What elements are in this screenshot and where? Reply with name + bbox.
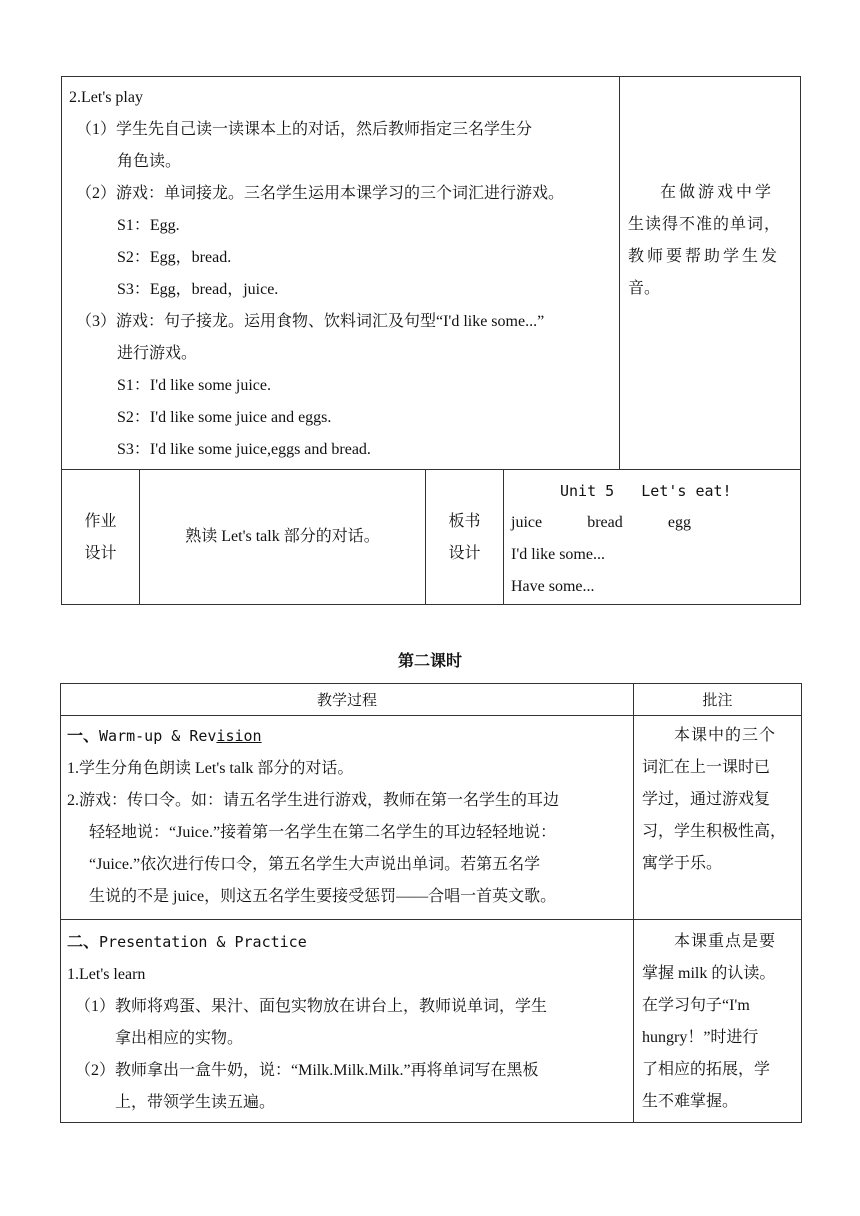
play-line: （2）游戏：单词接龙。三名学生运用本课学习的三个词汇进行游戏。 — [76, 185, 565, 202]
board-title: Unit 5 Let's eat! — [560, 482, 732, 500]
note-line: 生读得不准的单词， — [628, 216, 782, 233]
play-line: （3）游戏：句子接龙。运用食物、饮料词汇及句型“I'd like some...” — [76, 313, 545, 330]
play-line: S2：Egg，bread. — [117, 249, 232, 266]
play-activity-cell — [62, 77, 620, 470]
warmup-title-text-underlined: ision — [216, 727, 262, 745]
warmup-line: 1.学生分角色朗读 Let's talk 部分的对话。 — [67, 760, 354, 777]
note-line: 本课重点是要 — [674, 933, 777, 950]
presentation-title — [67, 926, 633, 959]
board-word: egg — [667, 514, 691, 531]
warmup-note-cell — [634, 716, 802, 920]
board-words — [511, 507, 691, 539]
board-line: I'd like some... — [511, 546, 605, 563]
presentation-line: （2）教师拿出一盒牛奶，说：“Milk.Milk.Milk.”再将单词写在黑板 — [75, 1062, 539, 1079]
note-line: 音。 — [628, 280, 661, 297]
board-word: juice — [511, 514, 543, 531]
board-label: 设计 — [448, 543, 481, 562]
header-process: 教学过程 — [61, 684, 634, 716]
presentation-line: 上，带领学生读五遍。 — [115, 1094, 276, 1111]
play-line: S3：Egg，bread，juice. — [117, 281, 279, 298]
board-label-cell — [426, 470, 504, 605]
note-line: 教师要帮助学生发 — [628, 248, 781, 265]
warmup-line: 轻轻地说：“Juice.”接着第一名学生在第二名学生的耳边轻轻地说： — [89, 824, 557, 841]
warmup-line: “Juice.”依次进行传口令，第五名学生大声说出单词。若第五名学 — [89, 856, 541, 873]
play-line: S3：I'd like some juice,eggs and bread. — [117, 441, 371, 458]
note-line: hungry！”时进行 — [642, 1029, 759, 1046]
note-line: 本课中的三个 — [674, 727, 777, 744]
homework-label-cell — [62, 470, 140, 605]
play-line: 角色读。 — [117, 153, 182, 170]
board-word: bread — [587, 514, 623, 531]
note-line: 寓学于乐。 — [642, 855, 723, 872]
homework-label: 设计 — [84, 543, 117, 562]
note-line: 在学习句子“I'm — [642, 997, 750, 1014]
homework-text-cell — [140, 470, 426, 605]
presentation-note-cell — [634, 920, 802, 1123]
note-line: 词汇在上一课时已 — [642, 759, 771, 776]
presentation-line: （1）教师将鸡蛋、果汁、面包实物放在讲台上，教师说单词，学生 — [75, 998, 548, 1015]
warmup-title — [67, 720, 633, 753]
play-line: S1：I'd like some juice. — [117, 377, 271, 394]
note-line: 生不难掌握。 — [642, 1093, 739, 1110]
play-note-cell — [620, 77, 801, 470]
section-title: 第二课时 — [397, 651, 462, 670]
board-design-cell — [504, 470, 801, 605]
note-line: 了相应的拓展，学 — [642, 1061, 771, 1078]
lesson-table-2 — [60, 683, 802, 1123]
play-heading: 2.Let's play — [69, 89, 143, 106]
note-line: 掌握 milk 的认读。 — [642, 965, 776, 982]
warmup-prefix: 一、 — [67, 726, 100, 745]
note-line: 学过，通过游戏复 — [642, 791, 771, 808]
play-line: 进行游戏。 — [117, 345, 198, 362]
note-line: 在做游戏中学 — [660, 184, 775, 201]
homework-label: 作业 — [84, 511, 117, 530]
header-notes: 批注 — [634, 684, 802, 716]
board-line: Have some... — [511, 578, 595, 595]
play-line: S1：Egg. — [117, 217, 180, 234]
homework-text: 熟读 Let's talk 部分的对话。 — [185, 528, 380, 545]
board-label: 板书 — [448, 511, 481, 530]
warmup-title-text: Warm-up & Rev — [99, 727, 217, 745]
warmup-cell — [61, 716, 634, 920]
play-line: （1）学生先自己读一读课本上的对话，然后教师指定三名学生分 — [76, 121, 533, 138]
presentation-cell — [61, 920, 634, 1123]
presentation-prefix: 二、 — [67, 932, 100, 951]
warmup-line: 2.游戏：传口令。如：请五名学生进行游戏，教师在第一名学生的耳边 — [67, 792, 560, 809]
lesson-table-1 — [61, 76, 801, 605]
warmup-line: 生说的不是 juice，则这五名学生要接受惩罚——合唱一首英文歌。 — [89, 888, 557, 905]
play-line: S2：I'd like some juice and eggs. — [117, 409, 332, 426]
presentation-line: 1.Let's learn — [67, 966, 146, 983]
presentation-line: 拿出相应的实物。 — [115, 1030, 244, 1047]
presentation-title-text: Presentation & Practice — [99, 933, 307, 951]
note-line: 习，学生积极性高， — [642, 823, 787, 840]
